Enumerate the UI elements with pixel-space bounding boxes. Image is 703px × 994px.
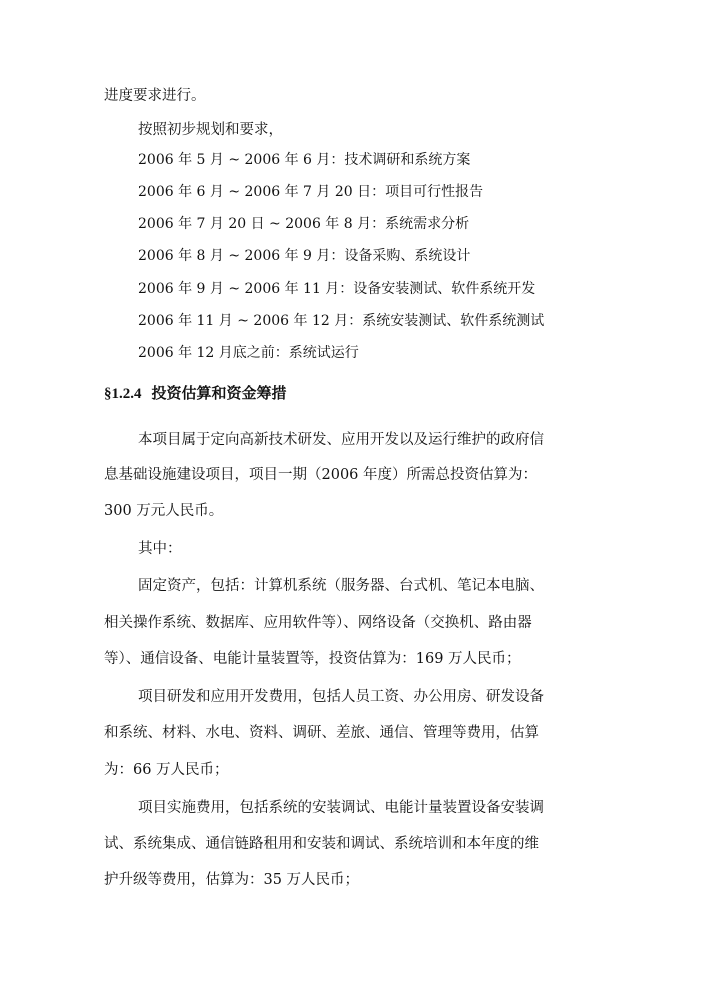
schedule-item: 2006 年 7 月 20 日 ~ 2006 年 8 月：系统需求分析 [138,216,470,232]
paragraph-line: 本项目属于定向高新技术研发、应用开发以及运行维护的政府信 [138,432,544,448]
schedule-item: 2006 年 9 月 ~ 2006 年 11 月：设备安装测试、软件系统开发 [138,281,536,297]
schedule-item: 2006 年 11 月 ~ 2006 年 12 月：系统安装测试、软件系统测试 [138,313,545,329]
paragraph-line: 300 万元人民币。 [104,503,224,519]
paragraph-line: 护升级等费用，估算为：35 万人民币； [104,872,360,888]
intro-continuation: 进度要求进行。 [104,88,206,104]
paragraph-line: 相关操作系统、数据库、应用软件等）、网络设备（交换机、路由器 [104,615,532,631]
paragraph-line: 项目实施费用，包括系统的安装调试、电能计量装置设备安装调 [138,800,544,816]
paragraph-line: 试、系统集成、通信链路租用和安装和调试、系统培训和本年度的维 [104,836,539,852]
schedule-item: 2006 年 6 月 ~ 2006 年 7 月 20 日：项目可行性报告 [138,184,484,200]
section-title: 投资估算和资金筹措 [151,386,287,402]
paragraph-line: 为：66 万人民币； [104,762,229,778]
section-heading [104,384,287,404]
section-number: §1.2.4 [104,386,142,402]
paragraph-line: 固定资产，包括：计算机系统（服务器、台式机、笔记本电脑、 [138,578,544,594]
paragraph-line: 息基础设施建设项目，项目一期（2006 年度）所需总投资估算为： [104,467,538,483]
schedule-item: 2006 年 12 月底之前：系统试运行 [138,345,359,361]
schedule-item: 2006 年 5 月 ~ 2006 年 6 月：技术调研和系统方案 [138,152,471,168]
paragraph-line: 项目研发和应用开发费用，包括人员工资、办公用房、研发设备 [138,689,544,705]
intro-lead: 按照初步规划和要求， [138,122,283,138]
paragraph-among: 其中： [138,541,182,557]
paragraph-line: 等）、通信设备、电能计量装置等，投资估算为：169 万人民币； [104,651,521,667]
paragraph-line: 和系统、材料、水电、资料、调研、差旅、通信、管理等费用，估算 [104,725,539,741]
schedule-item: 2006 年 8 月 ~ 2006 年 9 月：设备采购、系统设计 [138,248,471,264]
